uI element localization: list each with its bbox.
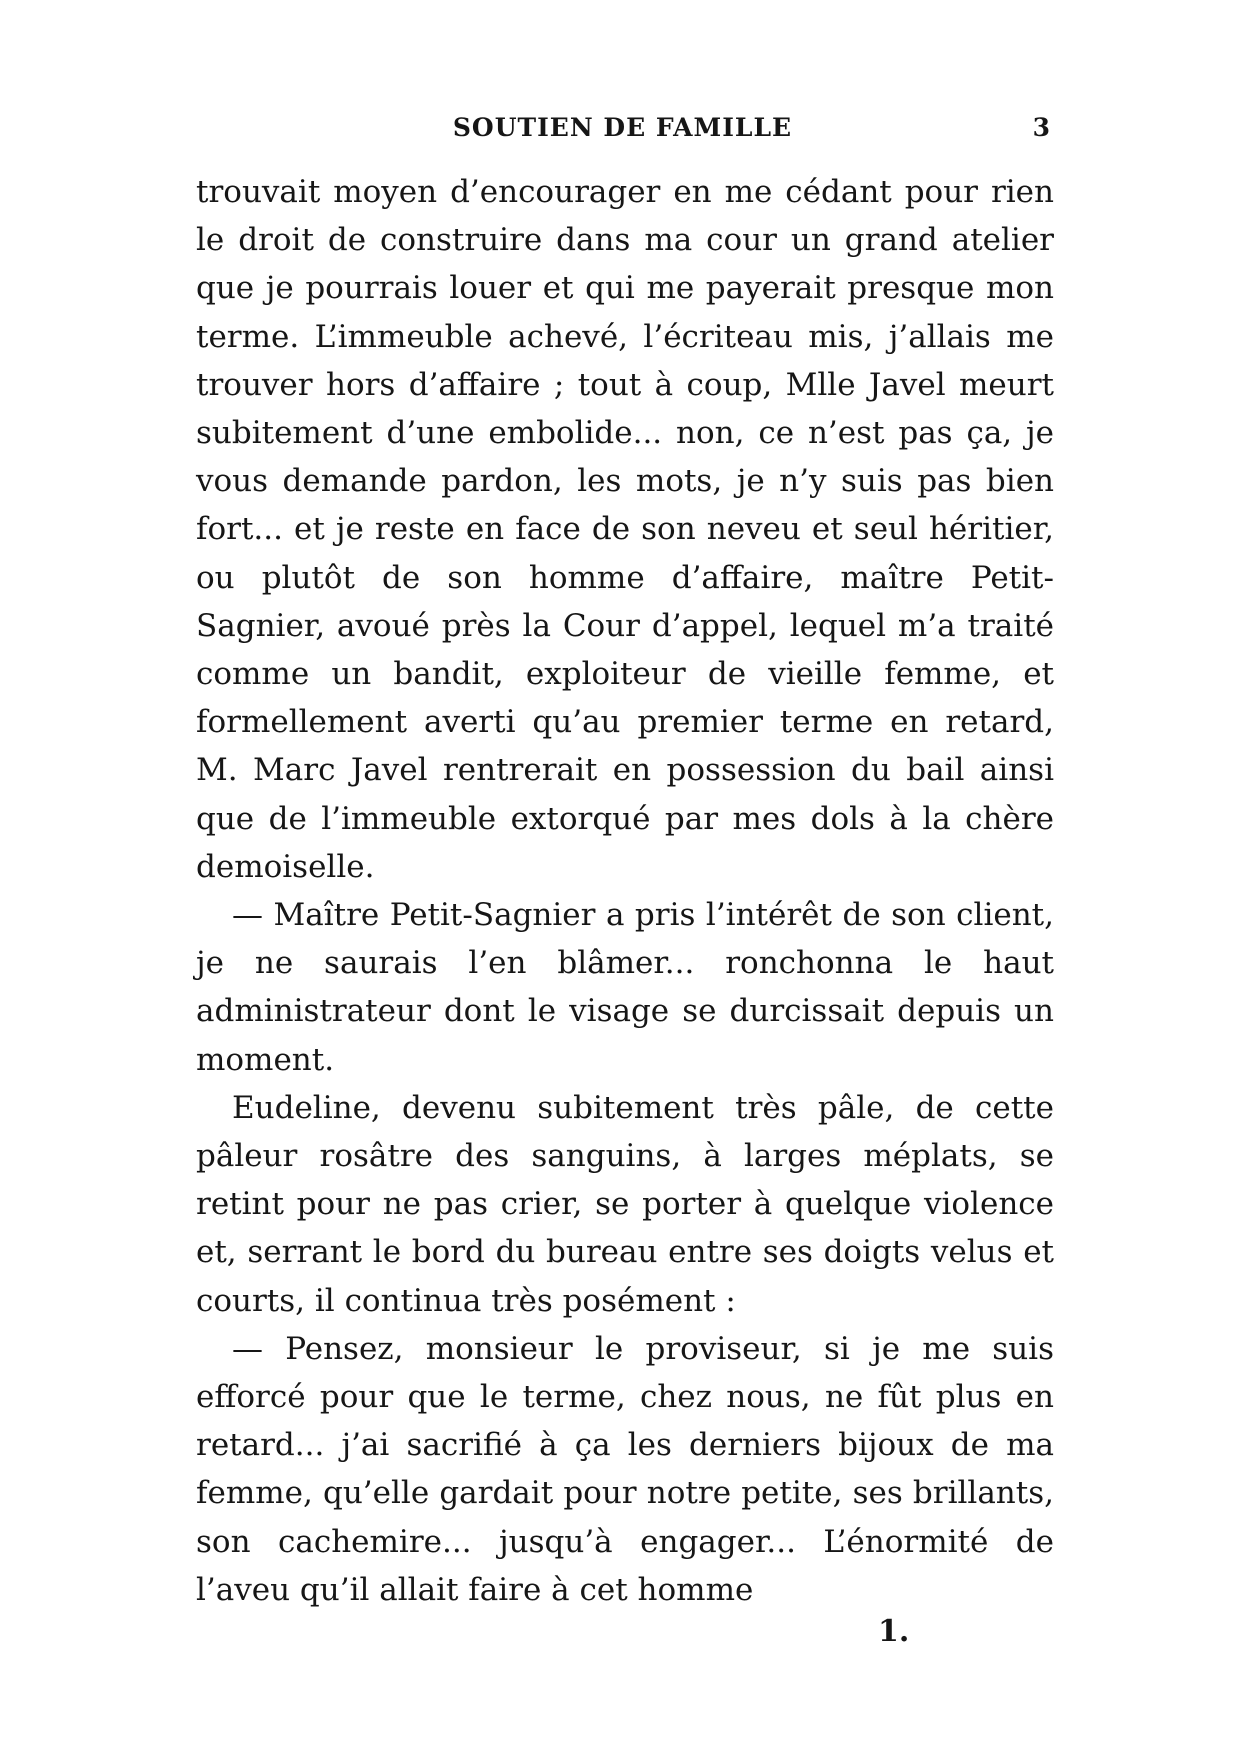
paragraph-narration: Eudeline, devenu subitement très pâle, de cette pâleur rosâtre des sanguins, à larges méplats, se retint pour ne pas crier, se porter à quelque violence et, serrant le bord du bureau entre ses doigts velus et courts, il continua très posément : bbox=[196, 1089, 1054, 1319]
signature-mark: 1. bbox=[878, 1614, 910, 1649]
paragraph-dialogue: — Maître Petit-Sagnier a pris l’intérêt de son client, je ne saurais l’en blâmer... ronchonna le haut administrateur dont le visage se durcissait depuis un moment. bbox=[196, 897, 1054, 1078]
paragraph-continued: trouvait moyen d’encourager en me cédant pour rien le droit de construire dans ma cour un grand atelier que je pourrais louer et qui me payerait presque mon terme. L’immeuble achevé, l’écriteau mis, j’allais me trouver hors d’affaire ; tout à coup, Mlle Javel meurt subitement d’une embolide... non, ce n’est pas ça, je vous demande pardon, les mots, je n’y suis pas bien fort... et je reste en face de son neveu et seul héritier, ou plutôt de son homme d’affaire, maître Petit-Sagnier, avoué près la Cour d’appel, lequel m’a traité comme un bandit, exploiteur de vieille femme, et formellement averti qu’au premier terme en retard, M. Marc Javel rentrerait en possession du bail ainsi que de l’immeuble extorqué par mes dols à la chère demoiselle. bbox=[196, 174, 1054, 885]
paragraph-dialogue: — Pensez, monsieur le proviseur, si je me suis efforcé pour que le terme, chez nous, ne fût plus en retard... j’ai sacrifié à ça les derniers bijoux de ma femme, qu’elle gardait pour notre petite, ses brillants, son cachemire... jusqu’à engager... L’énormité de l’aveu qu’il allait faire à cet homme bbox=[196, 1330, 1054, 1608]
running-title: SOUTIEN DE FAMILLE bbox=[452, 113, 793, 142]
page-number: 3 bbox=[1032, 113, 1050, 142]
running-head bbox=[195, 108, 1050, 148]
body-text bbox=[196, 168, 1054, 1614]
